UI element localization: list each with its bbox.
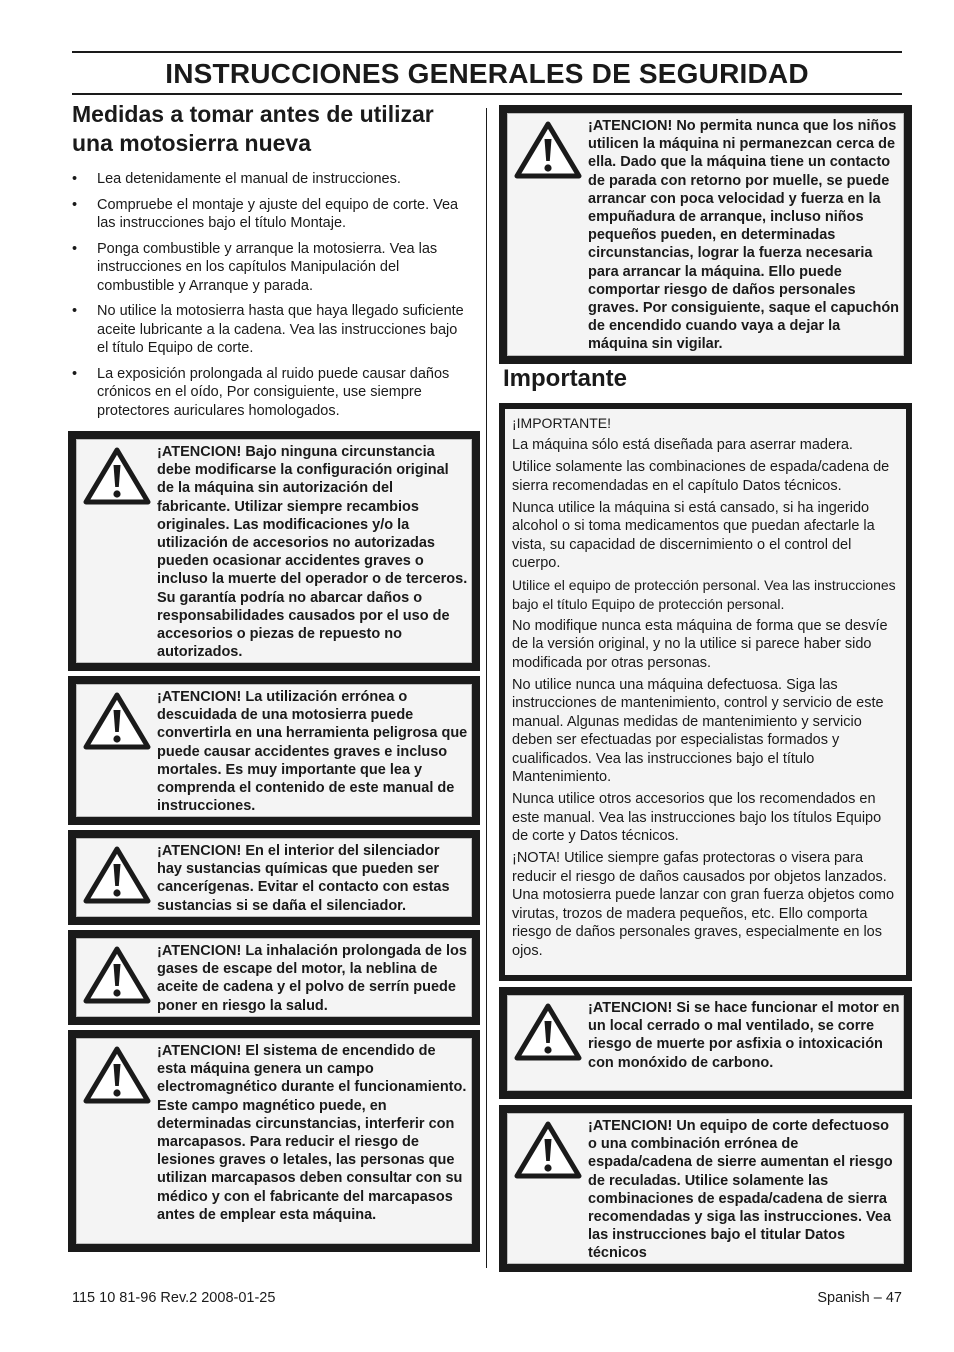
- list-item: [72, 170, 472, 189]
- warning-triangle-icon: [82, 445, 152, 507]
- warning-text: ¡ATENCION! No permita nunca que los niños utilicen la máquina ni permanezcan cerca de ella. Dado que la máquina tiene un contacto de parada con retorno por muelle, se puede arrancar con poca velocidad y fuerza en la empuñadura de arranque, incluso niños pequeños pueden, en determinadas circunstancias, lograr la fuerza necesaria para arrancar la máquina. Ello puede comportar riesgo de daños personales graves. Por consiguiente, saque el capuchón de encendido cuando vaya a dejar la máquina sin vigilar.: [588, 118, 900, 353]
- importante-paragraph: Utilice solamente las combinaciones de espada/cadena de sierra recomendadas en el capítulo Datos técnicos.: [512, 459, 890, 494]
- warning-box-children: [499, 105, 912, 364]
- warning-box-misuse: [68, 676, 480, 825]
- warning-triangle-icon: [82, 944, 152, 1006]
- warning-triangle-icon: [82, 690, 152, 752]
- footer-page-label: Spanish – 47: [817, 1290, 902, 1306]
- page-title: INSTRUCCIONES GENERALES DE SEGURIDAD: [165, 58, 809, 89]
- warning-box-muffler: [68, 830, 480, 925]
- section-heading-line: una motosierra nueva: [72, 130, 312, 156]
- warning-text: ¡ATENCION! El sistema de encendido de esta máquina genera un campo electromagnético durante el funcionamiento. Este campo magnético puede, en determinadas circunstancias, interferir con marcapasos. Para reducir el riesgo de lesiones graves o letales, las personas que utilizan marcapasos deben consultar con su médico y con el fabricante del marcapasos antes de emplear esta máquina.: [157, 1043, 467, 1223]
- importante-paragraph: No utilice nunca una máquina defectuosa. Siga las instrucciones de mantenimiento, control y servicio de este manual. Algunas medidas de mantenimiento y servicio deben ser efectuadas por especialistas formados y cualificados. Vea las instrucciones bajo el título Mantenimiento.: [512, 676, 884, 785]
- importante-paragraph: Nunca utilice otros accesorios que los recomendados en este manual. Vea las instrucciones bajo los títulos Equipo de corte y Datos técnicos.: [512, 791, 882, 844]
- bullet-mark: •: [72, 240, 78, 257]
- warning-triangle-icon: [82, 1044, 152, 1106]
- list-item-text: No utilice la motosierra hasta que haya llegado suficiente aceite lubricante a la cadena. Vea las instrucciones bajo el título Equipo de corte.: [97, 303, 464, 356]
- intro-bullet-list: [72, 170, 472, 427]
- warning-text: ¡ATENCION! En el interior del silenciador hay sustancias químicas que pueden ser cancerígenas. Evitar el contacto con estas sustancias si se daña el silenciador.: [157, 843, 450, 914]
- warning-triangle-icon: [513, 1001, 583, 1063]
- list-item: [72, 196, 472, 233]
- list-item-text: La exposición prolongada al ruido puede causar daños crónicos en el oído, Por consiguiente, use siempre protectores auriculares homologados.: [97, 365, 450, 419]
- warning-box-ventilation: [499, 987, 912, 1099]
- footer-doc-number: 115 10 81-96 Rev.2 2008-01-25: [72, 1290, 276, 1306]
- warning-triangle-icon: [513, 1119, 583, 1181]
- list-item: [72, 365, 472, 421]
- importante-paragraph: No modifique nunca esta máquina de forma que se desvíe de la versión original, y no la utilice si parece haber sido modificada por otras personas.: [512, 617, 888, 671]
- importante-paragraph: La máquina sólo está diseñada para aserrar madera.: [512, 437, 853, 453]
- header-rule-top: [72, 51, 902, 53]
- warning-box-modifications: [68, 431, 480, 671]
- bullet-mark: •: [72, 365, 78, 382]
- warning-box-cutting-equipment: [499, 1105, 912, 1272]
- importante-paragraph: Utilice el equipo de protección personal. Vea las instrucciones bajo el título Equipo de protección personal.: [512, 577, 896, 612]
- section-heading-line: Medidas a tomar antes de utilizar: [72, 101, 434, 127]
- importante-box: [499, 403, 912, 981]
- list-item: [72, 302, 472, 358]
- column-divider: [486, 108, 487, 1268]
- warning-text: ¡ATENCION! Si se hace funcionar el motor en un local cerrado o mal ventilado, se corre riesgo de muerte por asfixia o intoxicación con monóxido de carbono.: [588, 1000, 900, 1071]
- header-rule-bottom: [72, 93, 902, 95]
- warning-text: ¡ATENCION! La utilización errónea o descuidada de una motosierra puede convertirla en una herramienta peligrosa que puede causar accidentes graves e incluso mortales. Es muy importante que lea y comprenda el contenido de este manual de instrucciones.: [157, 689, 468, 815]
- importante-paragraph: ¡IMPORTANTE!: [512, 415, 612, 431]
- bullet-mark: •: [72, 303, 78, 319]
- bullet-mark: •: [72, 196, 78, 213]
- warning-box-exhaust: [68, 930, 480, 1025]
- warning-text: ¡ATENCION! Bajo ninguna circunstancia debe modificarse la configuración original de la máquina sin autorización del fabricante. Utilizar siempre recambios originales. Las modificaciones y/o la utilización de accesorios no autorizadas pueden ocasionar accidentes graves o incluso la muerte del operador o de terceros. Su garantía podría no abarcar daños o responsabilidades causados por el uso de accesorios o piezas de repuesto no autorizados.: [157, 444, 468, 661]
- importante-paragraph: ¡NOTA! Utilice siempre gafas protectoras o visera para reducir el riesgo de daños causados por objetos lanzados. Una motosierra puede lanzar con gran fuerza objetos como virutas, trozos de madera pequeños, etc. Ello comporta riesgo de daños personales graves, especialmente en los ojos.: [512, 850, 895, 959]
- section-heading-importante: Importante: [503, 365, 628, 392]
- list-item-text: Compruebe el montaje y ajuste del equipo de corte. Vea las instrucciones bajo el título Montaje.: [97, 196, 459, 231]
- warning-text: ¡ATENCION! Un equipo de corte defectuoso o una combinación errónea de espada/cadena de sierre aumentan el riesgo de reculadas. Utilice solamente las combinaciones de espada/cadena de sierra recomendadas y siga las instrucciones. Vea las instrucciones bajo el titular Datos técnicos: [588, 1118, 893, 1262]
- section-heading-before-use: [72, 100, 482, 158]
- list-item: [72, 240, 472, 296]
- list-item-text: Lea detenidamente el manual de instrucciones.: [97, 171, 401, 187]
- warning-triangle-icon: [513, 119, 583, 181]
- bullet-mark: •: [72, 171, 78, 187]
- list-item-text: Ponga combustible y arranque la motosierra. Vea las instrucciones en los capítulos Manipulación del combustible y Arranque y parada.: [97, 240, 438, 294]
- warning-triangle-icon: [82, 844, 152, 906]
- warning-box-pacemaker: [68, 1030, 480, 1252]
- warning-text: ¡ATENCION! La inhalación prolongada de los gases de escape del motor, la neblina de aceite de cadena y el polvo de serrín puede poner en riesgo la salud.: [157, 943, 467, 1014]
- importante-paragraph: Nunca utilice la máquina si está cansado, si ha ingerido alcohol o si toma medicamentos que puedan afectarle la vista, su capacidad de discernimiento o el control del cuerpo.: [512, 499, 875, 571]
